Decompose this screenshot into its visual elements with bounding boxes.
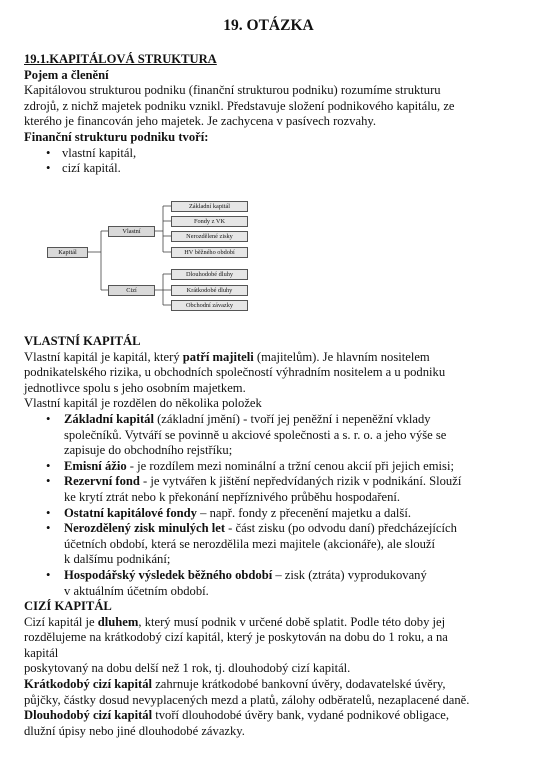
item-text: - je vytvářen k jištění nepředvídaných rizik v podnikání. Slouží <box>139 474 462 489</box>
paragraph-line: dlužní úpisy nebo jiné dlouhodobé závazky. <box>24 723 245 738</box>
paragraph-line: kapitál <box>24 645 59 660</box>
item-text: (základní jmění) - tvoří jej peněžní i nepeněžní vklady <box>153 411 431 426</box>
text-run: , který musí podnik v určené době splatit. Podle této doby jej <box>138 614 446 629</box>
item-term: Základní kapitál <box>64 411 154 426</box>
emphasis: Krátkodobý cizí kapitál <box>24 677 153 692</box>
section-heading: CIZÍ KAPITÁL <box>24 599 112 614</box>
item-text: účetních období, která se nerozdělila mezi majitele (akcionáře), ale slouží <box>64 536 435 551</box>
diagram-item: Fondy z VK <box>171 216 248 227</box>
page-title: 19. OTÁZKA <box>223 17 314 34</box>
paragraph-line <box>24 708 524 724</box>
list-item: • cizí kapitál. <box>24 161 524 177</box>
diagram-branch-equity: Vlastní <box>108 226 155 237</box>
equity-items-list <box>24 412 524 599</box>
item-text: v aktuálním účetním období. <box>64 583 209 598</box>
paragraph-line <box>24 615 524 631</box>
item-text: ke krytí ztrát nebo k překonání nepříznivého průběhu hospodaření. <box>64 489 401 504</box>
list-item <box>24 568 524 599</box>
paragraph-line: jednotlivce spolu s jeho osobním majetkem. <box>24 380 246 395</box>
list-item: • vlastní kapitál, <box>24 146 524 162</box>
item-text: zapisuje do obchodního rejstříku; <box>64 443 233 458</box>
structure-list <box>24 146 524 177</box>
item-text: – např. fondy z přecenění majetku a další. <box>196 505 411 520</box>
paragraph-line: kterého je financován jeho majetek. Je zachycena v pasívech rozvahy. <box>24 114 376 129</box>
diagram-branch-debt: Cizí <box>108 285 155 296</box>
diagram-item: Základní kapitál <box>171 201 248 212</box>
diagram-item: HV běžného období <box>171 247 248 258</box>
paragraph-line: podnikatelského rizika, u obchodních společností výhradním nositelem a u podniku <box>24 365 446 380</box>
text-run: Cizí kapitál je <box>24 614 98 629</box>
emphasis: dluhem <box>97 614 139 629</box>
item-text: k dalšímu podnikání; <box>64 552 171 567</box>
capital-structure-diagram <box>0 196 537 318</box>
item-text: - je rozdílem mezi nominální a tržní cenou akcií při jejich emisi; <box>126 458 454 473</box>
diagram-item: Obchodní závazky <box>171 300 248 311</box>
list-item <box>24 506 524 522</box>
item-text: – zisk (ztráta) vyprodukovaný <box>272 567 427 582</box>
item-term: Hospodářský výsledek běžného období <box>64 567 273 582</box>
paragraph-line: půjčky, částky dosud nevyplacených mezd a platů, zálohy odběratelů, nezaplacené daně. <box>24 692 470 707</box>
paragraph-line <box>24 677 524 693</box>
emphasis: patří majiteli <box>182 349 254 364</box>
item-term: Rezervní fond <box>64 474 140 489</box>
list-item <box>24 474 524 505</box>
paragraph-line: rozdělujeme na krátkodobý cizí kapitál, který je poskytován na dobu do 1 roku, a na <box>24 630 448 645</box>
section-capital-structure <box>24 52 524 177</box>
diagram-item: Krátkodobé dluhy <box>171 285 248 296</box>
text-run: Vlastní kapitál je kapitál, který <box>24 349 183 364</box>
diagram-root-capital: Kapitál <box>47 247 88 258</box>
section-equity <box>24 334 524 739</box>
text-run: tvoří dlouhodobé úvěry bank, vydané podnikové obligace, <box>152 708 450 723</box>
paragraph-line <box>24 350 524 366</box>
item-term: Nerozdělený zisk minulých let <box>64 521 226 536</box>
item-text: - část zisku (po odvodu daní) předcházejících <box>225 521 457 536</box>
item-text: společníků. Vytváří se povinně u akciové společnosti a s. r. o. a jeho výše se <box>64 427 447 442</box>
list-item <box>24 459 524 475</box>
paragraph-line: zdrojů, z nichž majetek podniku vznikl. Představuje složení podnikového kapitálu, ze <box>24 98 455 113</box>
diagram-item: Dlouhodobé dluhy <box>171 269 248 280</box>
text-run: zahrnuje krátkodobé bankovní úvěry, dodavatelské úvěry, <box>152 677 446 692</box>
list-intro: Finanční strukturu podniku tvoří: <box>24 129 209 144</box>
paragraph-line: poskytovaný na dobu delší než 1 rok, tj. dlouhodobý cizí kapitál. <box>24 661 351 676</box>
item-term: Emisní ážio <box>64 458 127 473</box>
list-item <box>24 521 524 568</box>
section-heading: VLASTNÍ KAPITÁL <box>24 334 141 348</box>
diagram-item: Nerozdělené zisky <box>171 231 248 242</box>
paragraph-line: Vlastní kapitál je rozdělen do několika položek <box>24 396 262 411</box>
section-heading: 19.1.KAPITÁLOVÁ STRUKTURA <box>24 52 217 66</box>
item-term: Ostatní kapitálové fondy <box>64 505 197 520</box>
list-item <box>24 412 524 459</box>
emphasis: Dlouhodobý cizí kapitál <box>24 708 153 723</box>
subheading: Pojem a členění <box>24 67 109 82</box>
text-run: (majitelům). Je hlavním nositelem <box>253 349 430 364</box>
paragraph-line: Kapitálovou strukturou podniku (finanční strukturou podniku) rozumíme strukturu <box>24 83 441 98</box>
